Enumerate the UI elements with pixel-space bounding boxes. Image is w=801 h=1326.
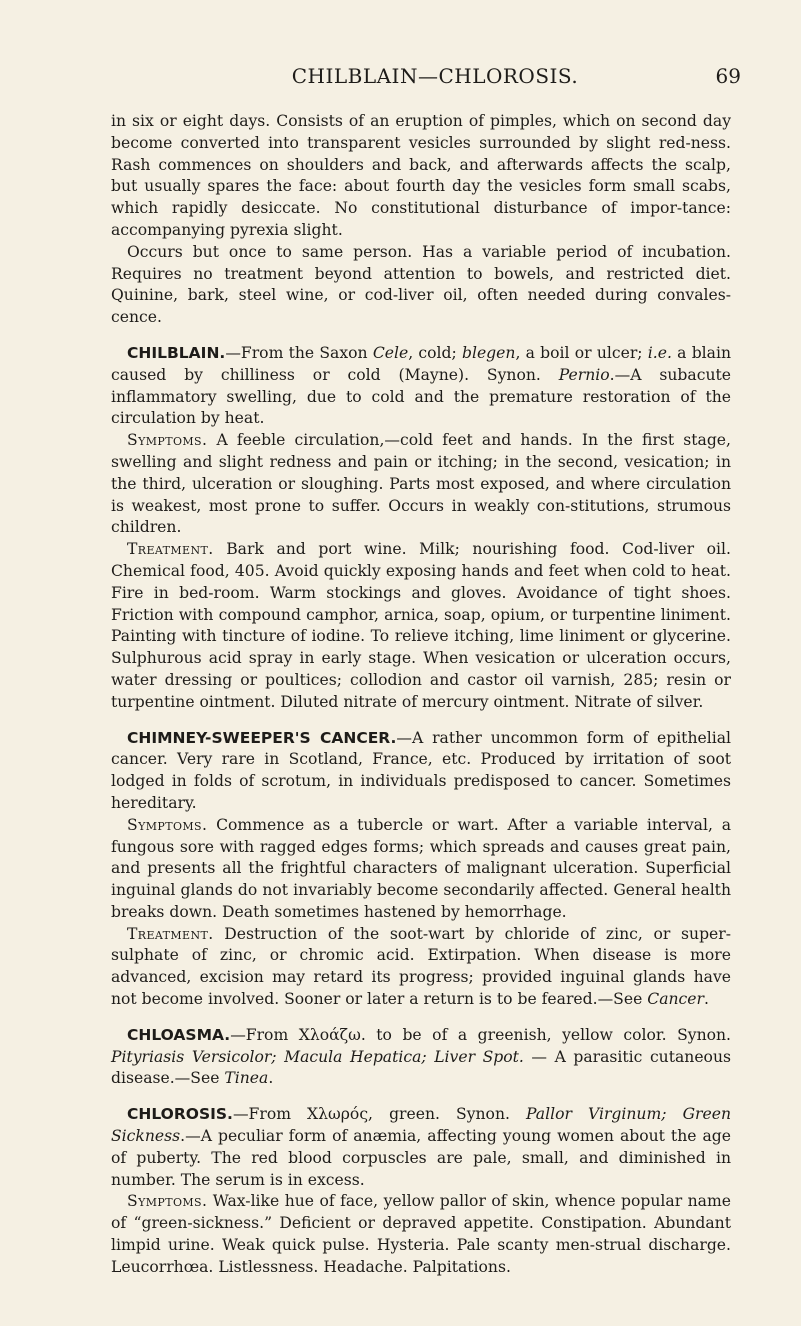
symptoms-paragraph [111, 815, 731, 924]
text: Bark and port wine. Milk; nourishing food. Cod-liver oil. Chemical food, 405. Avoid quickly exposing hands and feet when cold to heat. Fire in bed-room. Warm stockings and gloves. Avoidance of tight shoes. Friction with compound camphor, arnica, soap, opium, or turpentine liniment. Painting with tincture of iodine. To relieve itching, lime liniment or glycerine. Sulphurous acid spray in early stage. When vesication or ulceration occurs, water dressing or poultices; collodion and castor oil varnish, 285; resin or turpentine ointment. Diluted nitrate of mercury ointment. Nitrate of silver. [111, 540, 731, 711]
section-label: Symptoms. [127, 1192, 208, 1211]
headword: CHILBLAIN. [127, 343, 226, 362]
text: A feeble circulation,—cold feet and hands. In the first stage, swelling and slight redness and pain or itching; in the second, vesication; in the third, ulceration or sloughing. Parts most exposed, and where circulation is weakest, most prone to suffer. Occurs in weakly con-stitutions, strumous children. [111, 431, 731, 537]
entry-chloasma [111, 1025, 731, 1090]
text: Pallor Virginum; Green Sickness [111, 1105, 731, 1146]
section-label: Treatment. [127, 924, 214, 943]
text: —A rather uncommon form of epithelial cancer. Very rare in Scotland, France, etc. Produced by irritation of soot lodged in folds of scrotum, in individuals predisposed to cancer. Sometimes hereditary. [111, 728, 731, 812]
definition [111, 1025, 731, 1090]
text: i.e. [647, 343, 672, 362]
text: Pityriasis Versicolor; Macula Hepatica; Liver Spot. [111, 1047, 524, 1066]
text: , cold; [408, 343, 462, 362]
text: Tinea [224, 1069, 269, 1088]
text: , a boil or ulcer; [515, 343, 648, 362]
text: a blain caused by chilliness or cold (Mayne). Synon. [111, 343, 731, 384]
text: Cancer [647, 990, 704, 1009]
section-label: Symptoms. [127, 431, 208, 450]
text: —From the Saxon [225, 343, 373, 362]
definition [111, 728, 731, 815]
section-label: Treatment. [127, 540, 214, 559]
headword: CHLOROSIS. [127, 1105, 233, 1124]
text: —From Χλωρός, green. Synon. [232, 1105, 527, 1124]
text: Pernio [558, 365, 610, 384]
text: blegen [461, 343, 516, 362]
text: Cele [372, 343, 409, 362]
entry-chlorosis [111, 1104, 731, 1278]
text: .—A peculiar form of anæmia, affecting young women about the age of puberty. The red blood corpuscles are pale, small, and diminished in number. The serum is in excess. [111, 1127, 731, 1189]
headword: CHIMNEY-SWEEPER'S CANCER. [127, 728, 397, 747]
paragraph: Occurs but once to same person. Has a variable period of incubation. Requires no treatment beyond attention to bowels, and restricted diet. Quinine, bark, steel wine, or cod-liver oil, often needed during convales-cence. [111, 242, 731, 327]
treatment-paragraph [111, 539, 731, 713]
entry-chimney-sweepers-cancer [111, 728, 731, 1011]
text: . [268, 1069, 274, 1088]
running-head [0, 64, 801, 104]
page-number: 69 [715, 64, 741, 88]
treatment-paragraph [111, 924, 731, 1011]
paragraph: in six or eight days. Consists of an eruption of pimples, which on second day become converted into transparent vesicles surrounded by slight red-ness. Rash commences on shoulders and back, and afterwards affects the scalp, but usually spares the face: about fourth day the vesicles form small scabs, which rapidly desiccate. No constitutional disturbance of impor-tance: accompanying pyrexia slight. [111, 112, 731, 239]
text: Destruction of the soot-wart by chloride of zinc, or super-sulphate of zinc, or chromic acid. Extirpation. When disease is more advanced, excision may retard its progress; provided inguinal glands have not become involved. Sooner or later a return is to be feared.—See [111, 924, 731, 1009]
text: —From Χλοάζω. to be of a greenish, yellow color. Synon. [230, 1025, 731, 1044]
text: — A parasitic cutaneous disease.—See [111, 1047, 731, 1088]
page-body [111, 111, 731, 1279]
symptoms-paragraph [111, 1191, 731, 1278]
running-title: CHILBLAIN—CHLOROSIS. [291, 64, 579, 88]
text: Wax-like hue of face, yellow pallor of skin, whence popular name of “green-sickness.” Deficient or depraved appetite. Constipation. Abundant limpid urine. Weak quick pulse. Hysteria. Pale scanty men-strual discharge. Leucorrhœa. Listlessness. Headache. Palpitations. [111, 1192, 731, 1276]
text: Commence as a tubercle or wart. After a variable interval, a fungous sore with ragged edges forms; which spreads and causes great pain, and presents all the frightful characters of malignant ulceration. Superficial inguinal glands do not invariably become secondarily affected. General health breaks down. Death sometimes hastened by hemorrhage. [111, 815, 731, 921]
entry-chilblain [111, 343, 731, 714]
definition [111, 343, 731, 430]
definition [111, 1104, 731, 1191]
symptoms-paragraph [111, 430, 731, 539]
text: . [703, 990, 709, 1009]
text: .—A subacute inflammatory swelling, due to cold and the premature restoration of the circulation by heat. [111, 365, 731, 428]
headword: CHLOASMA. [127, 1025, 231, 1044]
section-label: Symptoms. [127, 815, 208, 834]
